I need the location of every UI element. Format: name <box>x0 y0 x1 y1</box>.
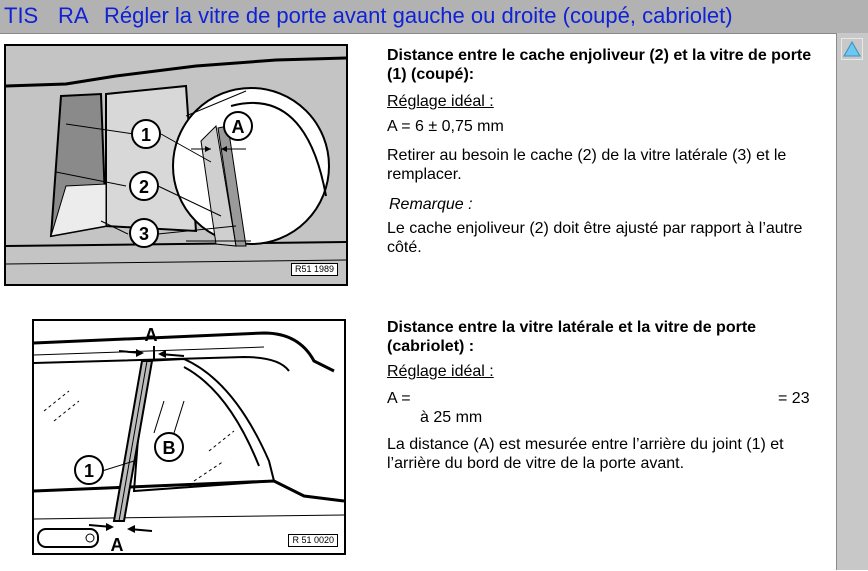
document-content <box>0 33 836 571</box>
module-name: RA <box>58 3 89 28</box>
app-name: TIS <box>4 3 39 28</box>
section1-setting-value: A = 6 ± 0,75 mm <box>387 118 504 135</box>
callout-2: 2 <box>138 177 150 197</box>
figure-reference: R 51 0020 <box>288 534 338 547</box>
section1-note-label: Remarque : <box>389 196 473 213</box>
callout-b: B <box>162 438 176 458</box>
section1-setting-label: Réglage idéal : <box>387 93 494 110</box>
arrow-up-icon <box>842 39 862 59</box>
vertical-scrollbar[interactable] <box>836 33 868 570</box>
callout-a-top: A <box>144 325 158 345</box>
cabriolet-door-illustration <box>34 321 344 553</box>
page-title: Régler la vitre de porte avant gauche ou droite (coupé, cabriolet) <box>104 3 733 28</box>
section2-setting-value-right: = 23 <box>778 390 810 407</box>
figure-reference: R51 1989 <box>291 263 338 276</box>
section2-heading: Distance entre la vitre latérale et la vitre de porte (cabriolet) : <box>387 319 757 355</box>
section2-setting-value-left: A = <box>387 390 411 407</box>
callout-a: A <box>231 117 245 137</box>
section1-note: Le cache enjoliveur (2) doit être ajusté par rapport à l’autre côté. <box>387 220 803 256</box>
section2-setting-label: Réglage idéal : <box>387 363 494 380</box>
callout-3: 3 <box>138 224 150 244</box>
section1-heading: Distance entre le cache enjoliveur (2) et la vitre de porte (1) (coupé): <box>387 47 812 83</box>
section1-instruction: Retirer au besoin le cache (2) de la vitre latérale (3) et le remplacer. <box>387 147 787 183</box>
scroll-up-button[interactable] <box>841 38 863 60</box>
section2-setting-value-cont: à 25 mm <box>420 409 483 426</box>
title-bar <box>0 0 868 33</box>
section2-description: La distance (A) est mesurée entre l’arrière du joint (1) et l’arrière du bord de vitre de la porte avant. <box>387 436 784 472</box>
callout-a-bottom: A <box>110 535 124 553</box>
coupe-door-illustration <box>6 46 346 284</box>
callout-1: 1 <box>140 125 152 145</box>
callout-1: 1 <box>83 461 95 481</box>
figure-coupe <box>4 44 348 286</box>
figure-cabriolet <box>32 319 346 555</box>
